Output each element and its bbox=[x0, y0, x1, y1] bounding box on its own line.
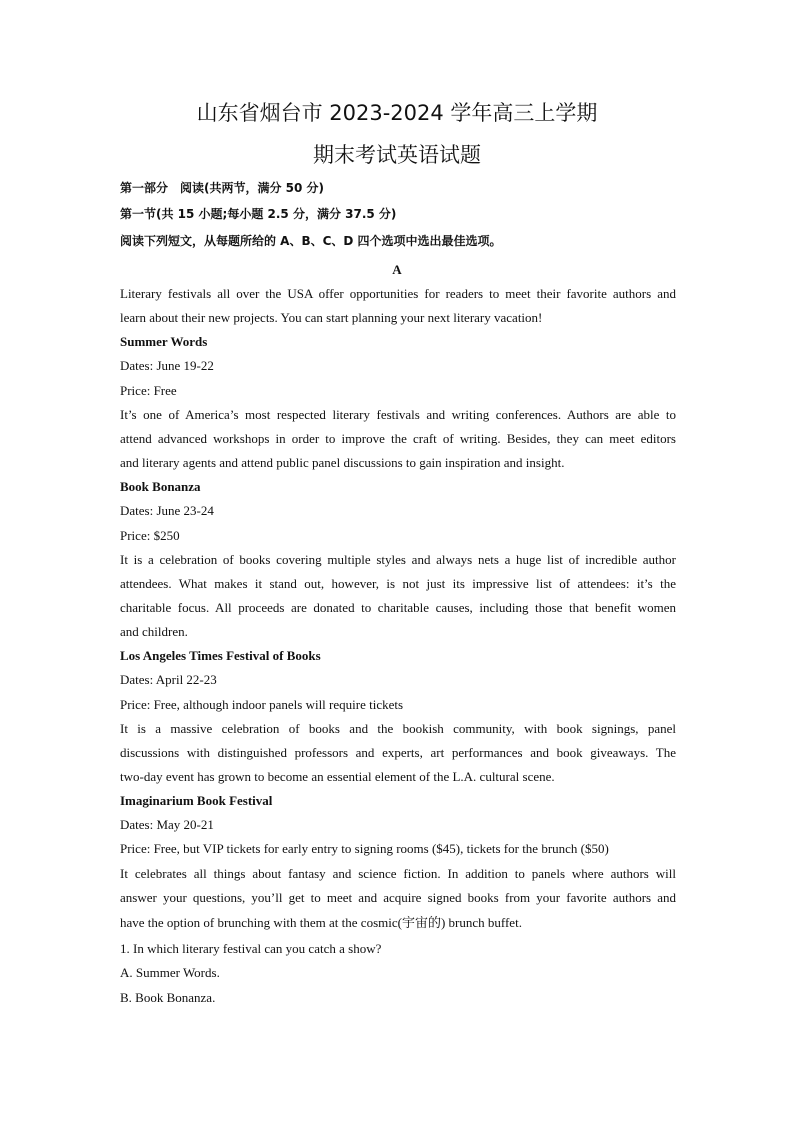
intro-line: Literary festivals all over the USA offer opportunities for readers to meet their favorite authors and bbox=[120, 286, 676, 301]
festival-name: Los Angeles Times Festival of Books bbox=[120, 648, 321, 663]
instruction: 阅读下列短文，从每题所给的 A、B、C、D 四个选项中选出最佳选项。 bbox=[120, 234, 502, 248]
festival-description-line: It celebrates all things about fantasy and science fiction. In addition to panels where authors will bbox=[120, 866, 676, 881]
festival-price: Price: Free bbox=[120, 383, 177, 398]
section-heading: 第一节(共 15 小题;每小题 2.5 分，满分 37.5 分) bbox=[120, 207, 397, 221]
festival-name: Summer Words bbox=[120, 334, 208, 349]
festival-description-line: It is a massive celebration of books and the bookish community, with book signings, panel bbox=[120, 721, 676, 736]
festival-description-line: answer your questions, you’ll get to meet and acquire signed books from your favorite authors and bbox=[120, 890, 676, 905]
document-title: 山东省烟台市 2023-2024 学年高三上学期 bbox=[196, 101, 598, 125]
festival-price: Price: Free, although indoor panels will require tickets bbox=[120, 697, 404, 712]
festival-description-line: and children. bbox=[120, 624, 188, 639]
festival-description-line: two-day event has grown to become an essential element of the L.A. cultural scene. bbox=[120, 769, 555, 784]
passage-label: A bbox=[392, 262, 402, 277]
festival-dates: Dates: June 23-24 bbox=[120, 503, 214, 518]
festival-description-line: and literary agents and attend public panel discussions to gain inspiration and insight. bbox=[120, 455, 565, 470]
festival-description-line: charitable focus. All proceeds are donated to charitable causes, including those that benefit women bbox=[120, 600, 676, 615]
answer-option: B. Book Bonanza. bbox=[120, 990, 216, 1005]
festival-description-line: It is a celebration of books covering multiple styles and always nets a huge list of incredible author bbox=[120, 552, 676, 567]
document-subtitle: 期末考试英语试题 bbox=[313, 143, 481, 167]
festival-description-line: attendees. What makes it stand out, however, is not just its impressive list of attendees: it’s the bbox=[120, 576, 676, 591]
festival-dates: Dates: June 19-22 bbox=[120, 358, 214, 373]
festival-description-line: have the option of brunching with them at the cosmic(宇宙的) brunch buffet. bbox=[120, 915, 522, 930]
festival-dates: Dates: May 20-21 bbox=[120, 817, 214, 832]
intro-line: learn about their new projects. You can start planning your next literary vacation! bbox=[120, 310, 543, 325]
festival-name: Book Bonanza bbox=[120, 479, 201, 494]
festival-name: Imaginarium Book Festival bbox=[120, 793, 273, 808]
festival-description-line: It’s one of America’s most respected literary festivals and writing conferences. Authors are able to bbox=[120, 407, 676, 422]
festival-dates: Dates: April 22-23 bbox=[120, 672, 217, 687]
part-heading: 第一部分 阅读(共两节，满分 50 分) bbox=[120, 181, 325, 195]
question-text: 1. In which literary festival can you catch a show? bbox=[120, 941, 382, 956]
festival-description-line: attend advanced workshops in order to improve the craft of writing. Besides, they can meet editors bbox=[120, 431, 676, 446]
festival-price: Price: $250 bbox=[120, 528, 180, 543]
festival-price: Price: Free, but VIP tickets for early entry to signing rooms ($45), tickets for the brunch ($50) bbox=[120, 841, 609, 856]
festival-description-line: discussions with distinguished professors and experts, art performances and book giveaways. The bbox=[120, 745, 676, 760]
answer-option: A. Summer Words. bbox=[120, 965, 220, 980]
